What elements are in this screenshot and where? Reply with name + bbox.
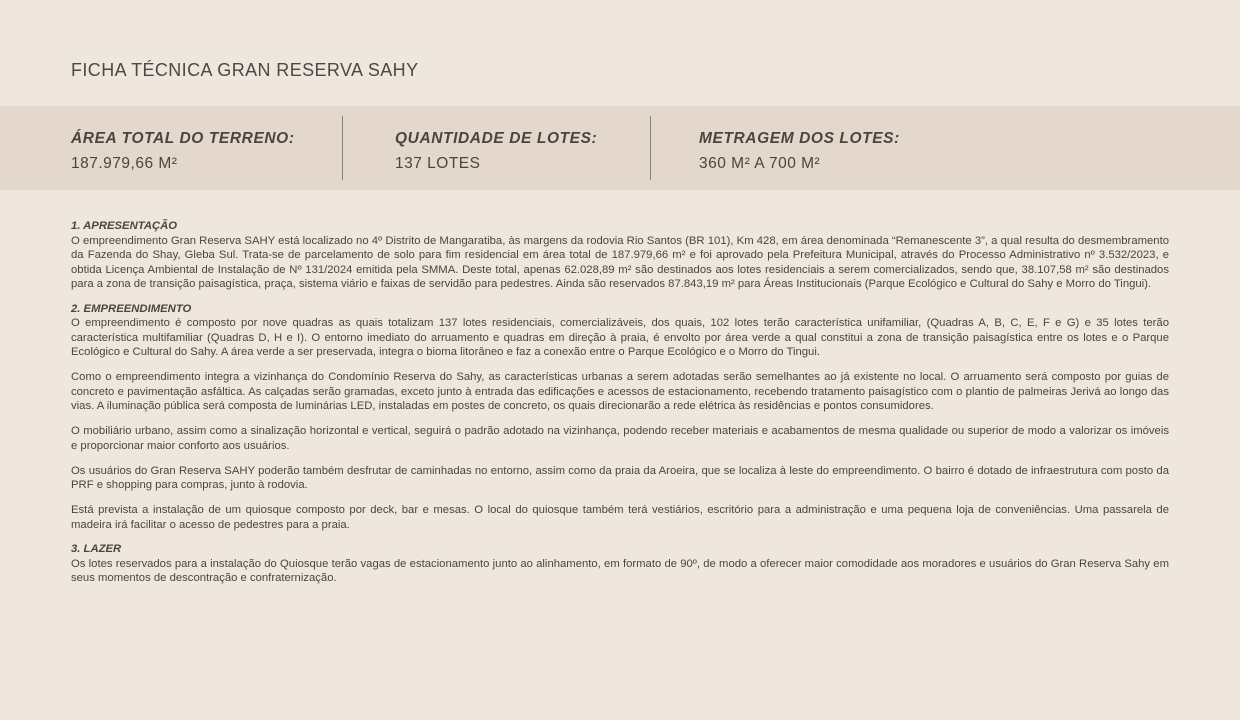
stat-value: 187.979,66 M² [71,155,178,172]
section-heading: 2. EMPREENDIMENTO [71,302,192,315]
paragraph: O mobiliário urbano, assim como a sinalização horizontal e vertical, seguirá o padrão adotado na vizinhança, podendo receber materiais e acabamentos de mesma qualidade ou superior de modo a valorizar os imóveis e proporcionar maior conforto aos usuários. [71,425,1169,452]
stat-value: 137 LOTES [395,155,481,172]
stat-label: METRAGEM DOS LOTES: [699,130,900,147]
stat-divider [342,116,343,180]
document-body [71,219,1169,586]
stat-label: ÁREA TOTAL DO TERRENO: [71,130,295,147]
paragraph: Como o empreendimento integra a vizinhança do Condomínio Reserva do Sahy, as características urbanas a serem adotadas serão semelhantes ao já existente no local. O arruamento será composto por guias de concreto e pavimentação asfáltica. As calçadas serão gramadas, exceto junto à entrada das edificações e acessos de estacionamento, recebendo tratamento paisagístico com o plantio de palmeiras Jerivá ao longo das vias. A iluminação pública será composta de luminárias LED, instaladas em postes de concreto, os quais direcionarão a rede elétrica às residências e pontos consumidores. [71,371,1169,412]
section-heading: 1. APRESENTAÇÃO [71,220,178,232]
stat-lot-size [699,130,900,173]
page-title: FICHA TÉCNICA GRAN RESERVA SAHY [71,60,419,80]
paragraph: O empreendimento é composto por nove quadras as quais totalizam 137 lotes residenciais, comercializáveis, dos quais, 102 lotes terão característica unifamiliar, (Quadras A, B, C, E, F e G) e 35 lotes terão característica multifamiliar (Quadras D, H e I). O entorno imediato do arruamento e quadras em direção à praia, é envolto por área verde a qual constitui a zona de transição paisagística entre os lotes e o Parque Ecológico e Cultural do Sahy. A área verde a ser preservada, integra o bioma litorâneo e faz a conexão entre o Parque Ecológico e o Morro do Tingui. [71,317,1169,358]
section-heading: 3. LAZER [71,543,122,555]
stats-band [0,106,1240,190]
paragraph: O empreendimento Gran Reserva SAHY está localizado no 4º Distrito de Mangaratiba, às margens da rodovia Rio Santos (BR 101), Km 428, em área denominada “Remanescente 3”, a qual resulta do desmembramento da Fazenda do Shay, Gleba Sul. Trata-se de parcelamento de solo para fim residencial em área total de 187.979,66 m² e foi aprovado pela Prefeitura Municipal, através do Processo Administrativo nº 3.532/2023, e obtida Licença Ambiental de Instalação de Nº 131/2024 emitida pela SMMA. Deste total, apenas 62.028,89 m² são destinados aos lotes residenciais a serem comercializados, sendo que, 38.107,58 m² são destinados para a zona de transição paisagística, praça, sistema viário e faixas de servidão para pedestres. Ainda são reservados 87.843,19 m² para Áreas Institucionais (Parque Ecológico e Cultural do Sahy e Morro do Tingui). [71,234,1169,290]
stat-total-area [71,130,295,173]
paragraph: Os lotes reservados para a instalação do Quiosque terão vagas de estacionamento junto ao alinhamento, em formato de 90º, de modo a oferecer maior comodidade aos moradores e usuários do Gran Reserva Sahy em seus momentos de descontração e confraternização. [71,557,1169,584]
paragraph: Está prevista a instalação de um quiosque composto por deck, bar e mesas. O local do quiosque também terá vestiários, escritório para a administração e uma pequena loja de conveniências. Uma passarela de madeira irá facilitar o acesso de pedestres para a praia. [71,504,1169,531]
paragraph: Os usuários do Gran Reserva SAHY poderão também desfrutar de caminhadas no entorno, assim como da praia da Aroeira, que se localiza à leste do empreendimento. O bairro é dotado de infraestrutura com posto da PRF e shopping para compras, junto à rodovia. [71,464,1169,491]
stat-divider [650,116,651,180]
stat-value: 360 M² A 700 M² [699,155,821,172]
stat-lot-count [395,130,597,173]
stat-label: QUANTIDADE DE LOTES: [395,130,598,147]
